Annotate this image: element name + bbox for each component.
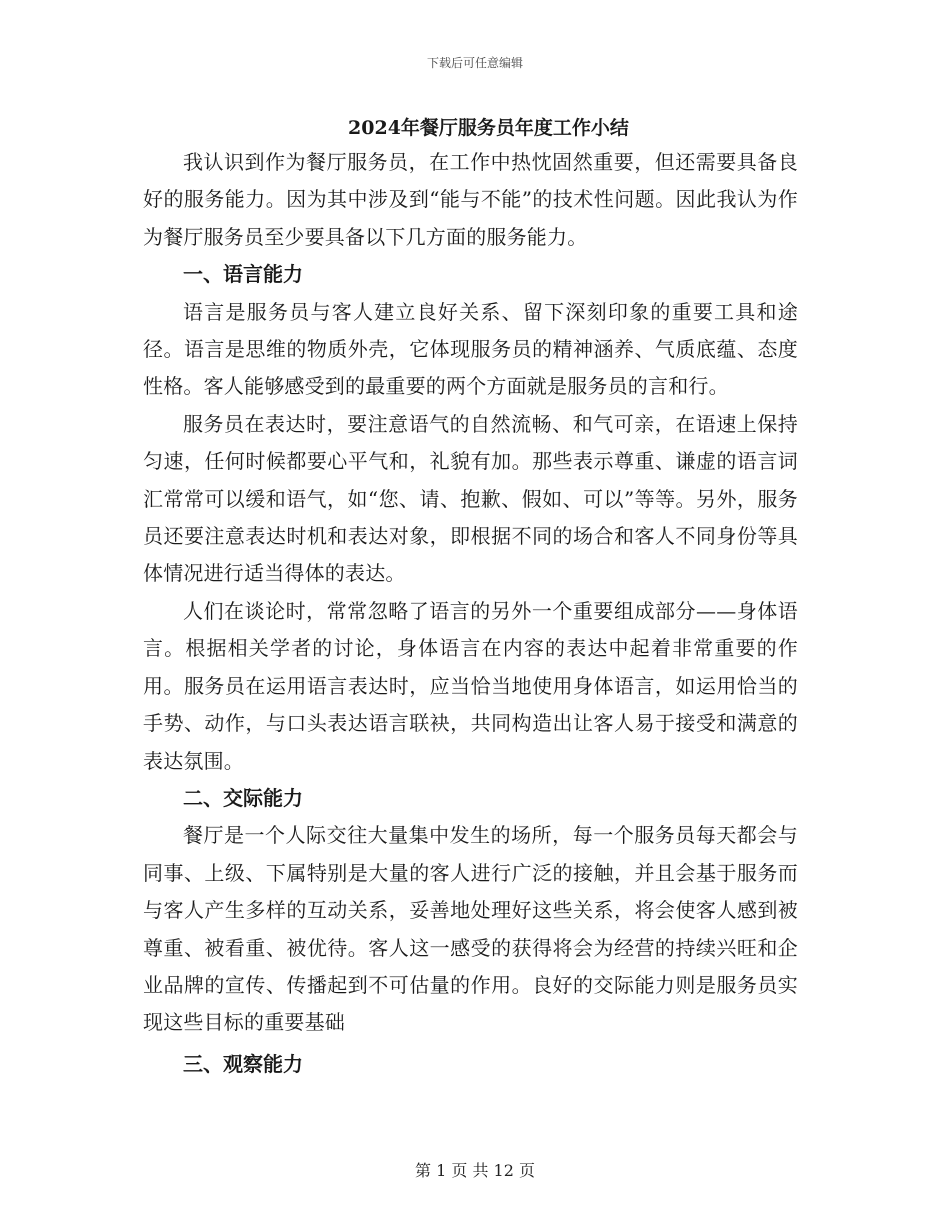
page-indicator: 第 1 页 共 12 页: [415, 1161, 535, 1180]
section-heading-observation: 三、观察能力: [183, 1051, 303, 1076]
section-heading-communication: 二、交际能力: [183, 785, 303, 810]
header-note: 下载后可任意编辑: [426, 56, 523, 70]
intro-paragraph: 我认识到作为餐厅服务员，在工作中热忱固然重要，但还需要具备良好的服务能力。因为其中涉及到“能与不能”的技术性问题。因此我认为作为餐厅服务员至少要具备以下几方面的服务能力。: [143, 150, 798, 249]
paragraph-language-3: 人们在谈论时，常常忽略了语言的另外一个重要组成部分——身体语言。根据相关学者的讨论，身体语言在内容的表达中起着非常重要的作用。服务员在运用语言表达时，应当恰当地使用身体语言，如运用恰当的手势、动作，与口头表达语言联袂，共同构造出让客人易于接受和满意的表达氛围。: [143, 598, 798, 773]
section-heading-language: 一、语言能力: [183, 262, 303, 287]
paragraph-language-2: 服务员在表达时，要注意语气的自然流畅、和气可亲，在语速上保持匀速，任何时候都要心平气和，礼貌有加。那些表示尊重、谦虚的语言词汇常常可以缓和语气，如“您、请、抱歉、假如、可以”等等。另外，服务员还要注意表达时机和表达对象，即根据不同的场合和客人不同身份等具体情况进行适当得体的表达。: [143, 411, 798, 586]
paragraph-communication-1: 餐厅是一个人际交往大量集中发生的场所，每一个服务员每天都会与同事、上级、下属特别是大量的客人进行广泛的接触，并且会基于服务而与客人产生多样的互动关系，妥善地处理好这些关系，将会使客人感到被尊重、被看重、被优待。客人这一感受的获得将会为经营的持续兴旺和企业品牌的宣传、传播起到不可估量的作用。良好的交际能力则是服务员实现这些目标的重要基础: [143, 823, 798, 1035]
paragraph-language-1: 语言是服务员与客人建立良好关系、留下深刻印象的重要工具和途径。语言是思维的物质外壳，它体现服务员的精神涵养、气质底蕴、态度性格。客人能够感受到的最重要的两个方面就是服务员的言和行。: [143, 299, 798, 399]
document-title: 2024年餐厅服务员年度工作小结: [348, 117, 629, 139]
document-body: [143, 112, 798, 1083]
